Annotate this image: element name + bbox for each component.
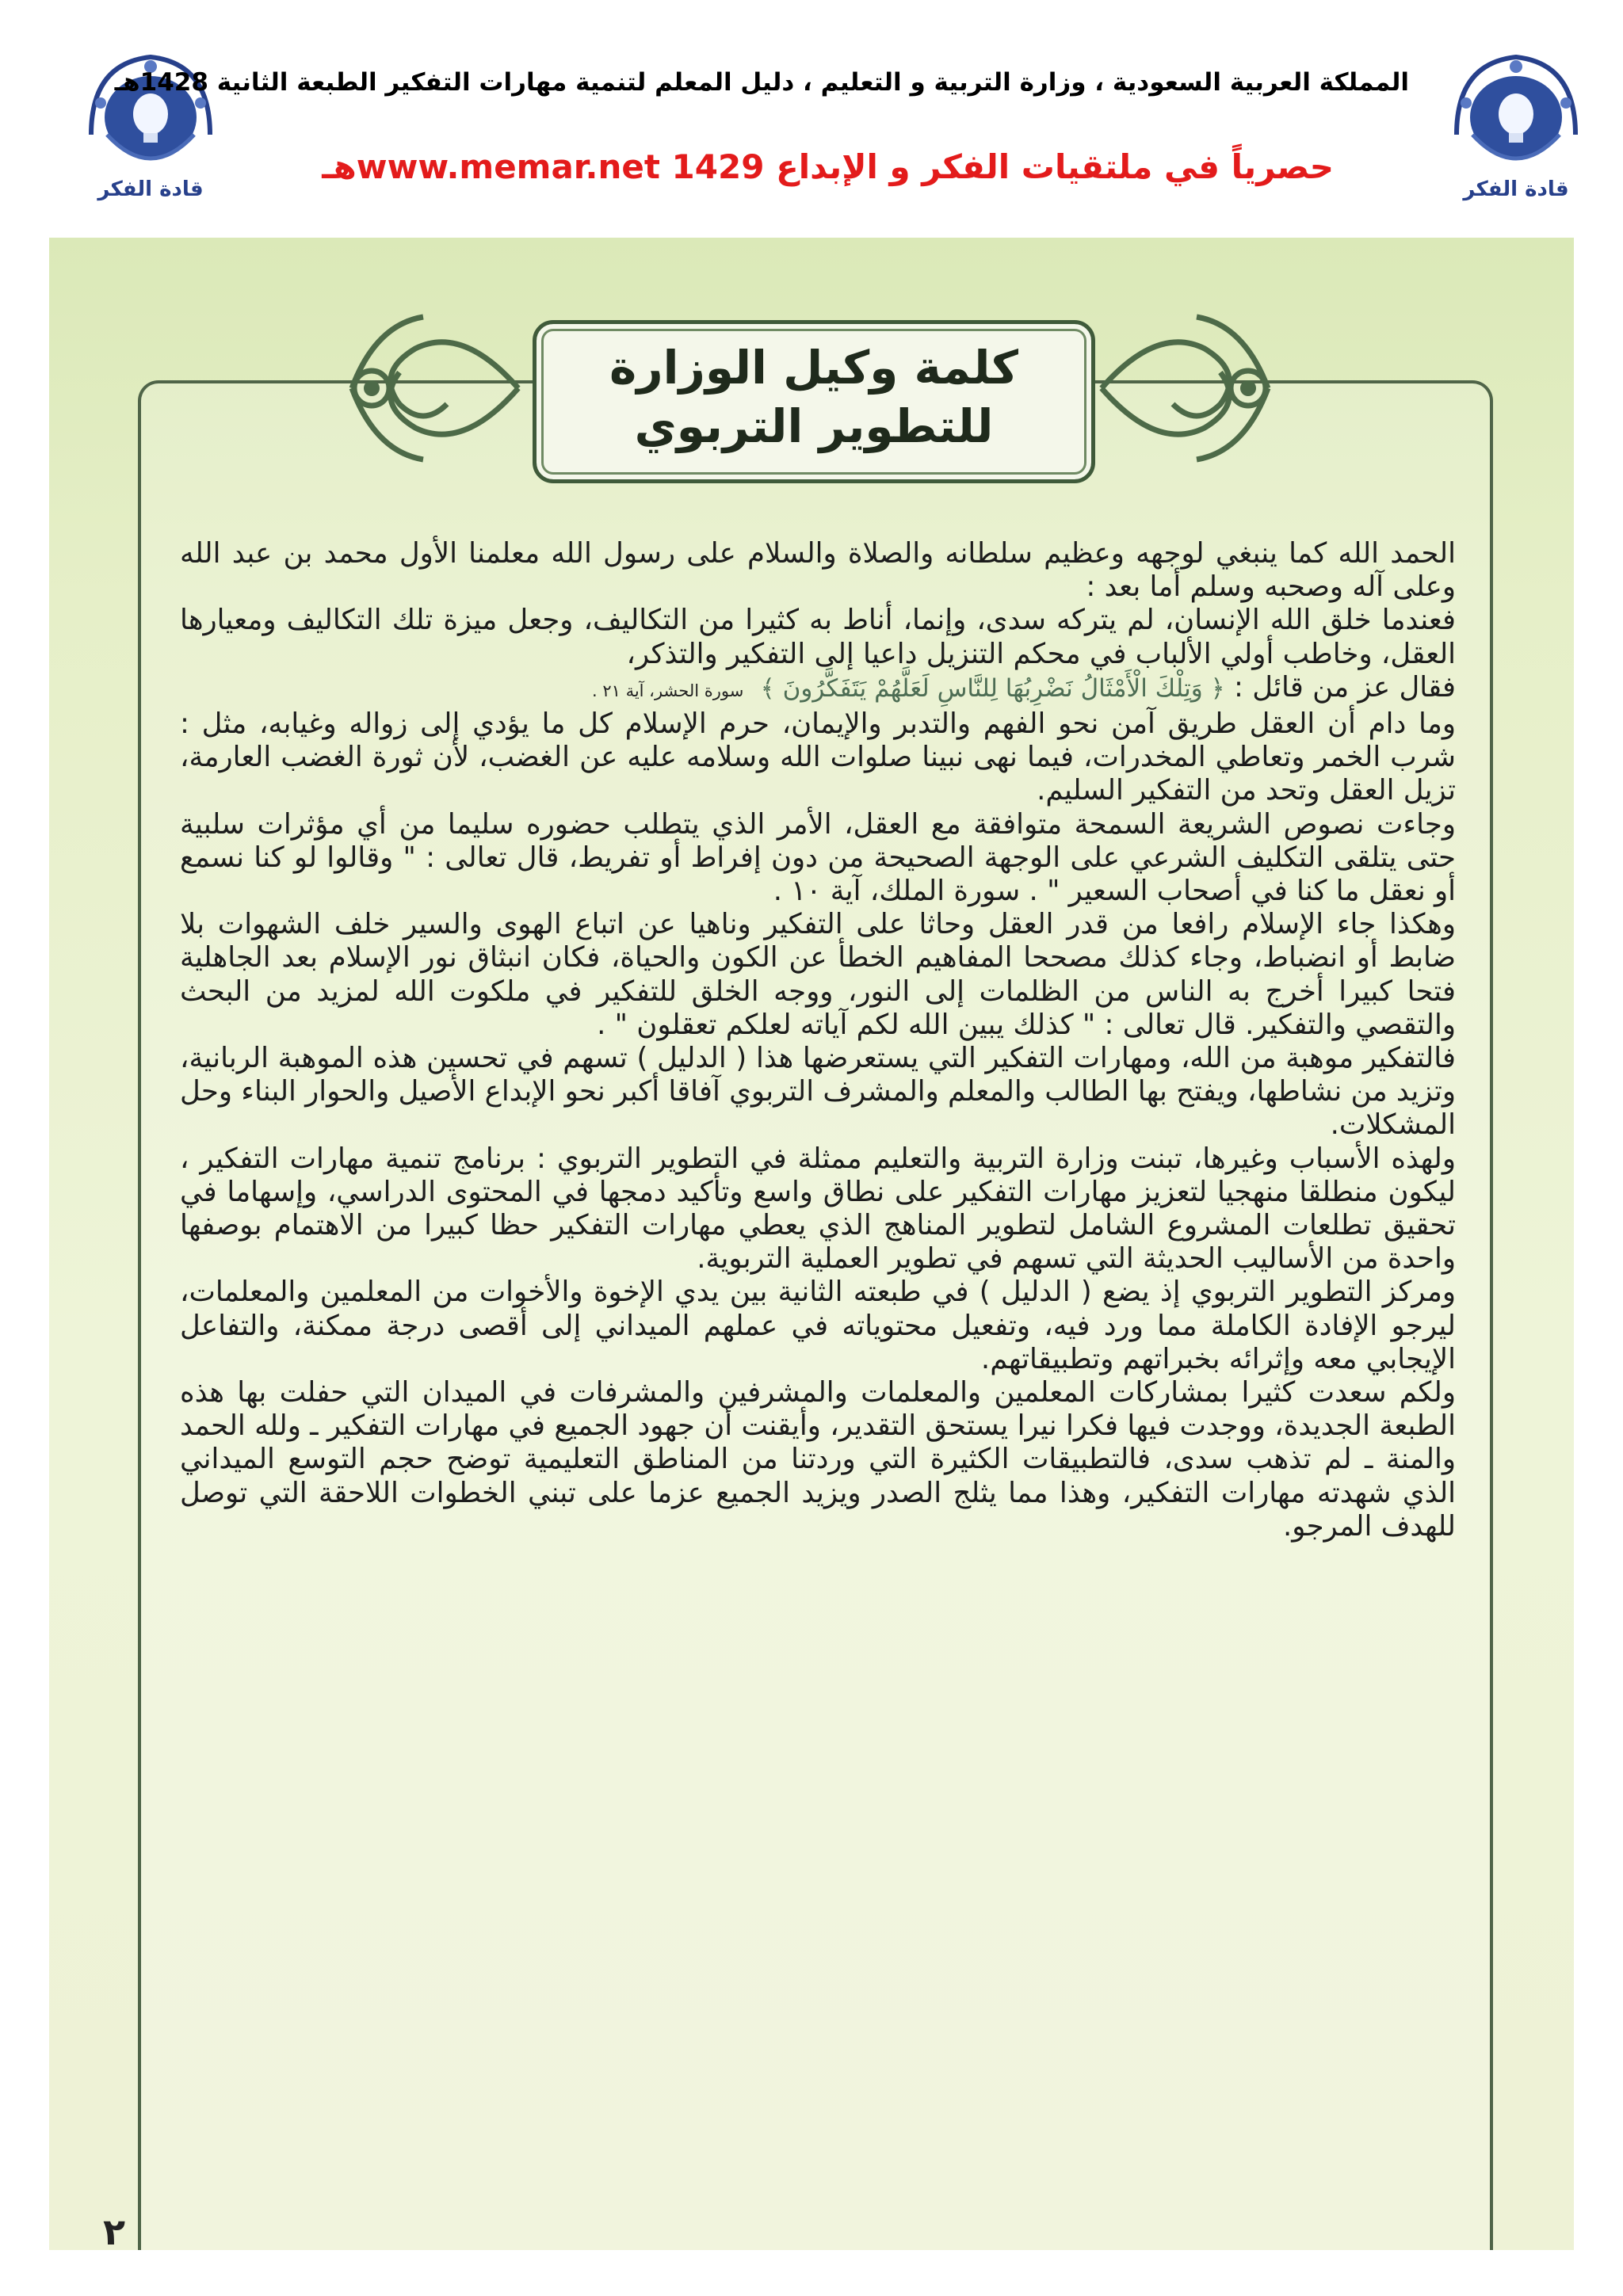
verse-line bbox=[180, 671, 1456, 707]
page-title bbox=[533, 320, 1095, 483]
paragraph: وهكذا جاء الإسلام رافعا من قدر العقل وحاثا على التفكير وناهيا عن اتباع الهوى والسير خلف الشهوات بلا ضابط أو انضباط، وجاء كذلك مصححا المفاهيم الخطأ عن الكون والحياة، فكان انبثاق نور الإسلام بعد الجاهلية فتحا كبيرا أخرج به الناس من الظلمات إلى النور، ووجه الخلق للتفكير في ملكوت الله لمزيد من البحث والتقصي والتفكير. قال تعالى : " كذلك يبين الله لكم آياته لعلكم تعقلون " . bbox=[180, 908, 1456, 1041]
paragraph: وجاءت نصوص الشريعة السمحة متوافقة مع العقل، الأمر الذي يتطلب حضوره سليما من أي مؤثرات سلبية حتى يتلقى التكليف الشرعي على الوجهة الصحيحة من دون إفراط أو تفريط، قال تعالى : " وقالوا لو كنا نسمع أو نعقل ما كنا في أصحاب السعير " . سورة الملك، آية ١٠ . bbox=[180, 807, 1456, 908]
paragraph: فالتفكير موهبة من الله، ومهارات التفكير التي يستعرضها هذا ( الدليل ) تسهم في تحسين هذه الموهبة الربانية، وتزيد من نشاطها، ويفتح بها الطالب والمعلم والمشرف التربوي آفاقا أكبر نحو الإبداع الأصيل والحوار البناء وحل المشكلات. bbox=[180, 1042, 1456, 1142]
title-line-2: للتطوير التربوي bbox=[634, 399, 994, 453]
title-line-1: كلمة وكيل الوزارة bbox=[609, 341, 1018, 395]
thinking-leaders-logo-right bbox=[1441, 48, 1591, 206]
page-number: ٢ bbox=[103, 2210, 126, 2250]
paragraph: ولكم سعدت كثيرا بمشاركات المعلمين والمعلمات والمشرفين والمشرفات في الميدان التي حفلت بها هذه الطبعة الجديدة، ووجدت فيها فكرا نيرا يستحق التقدير، وأيقنت أن جهود الجميع في مهارات التفكير ـ ولله الحمد والمنة ـ لم تذهب سدى، فالتطبيقات الكثيرة التي وردتنا من المناطق التعليمية توضح حجم التوسع الميداني الذي شهدته مهارات التفكير، وهذا مما يثلج الصدر ويزيد الجميع عزما على تبني الخطوات اللاحقة التي توصل للهدف المرجو. bbox=[180, 1376, 1456, 1543]
right-ornament-icon bbox=[1094, 293, 1292, 483]
paragraph: وما دام أن العقل طريق آمن نحو الفهم والتدبر والإيمان، حرم الإسلام كل ما يؤدي إلى زواله وغيابه، مثل : شرب الخمر وتعاطي المخدرات، فيما نهى نبينا صلوات الله وسلامه عليه عن الغضب، لأن ثورة الغضب العارمة، تزيل العقل وتحد من التفكير السليم. bbox=[180, 707, 1456, 807]
left-ornament-icon bbox=[328, 293, 526, 483]
website-banner: حصرياً في ملتقيات الفكر و الإبداع www.memar.net 1429هـ bbox=[322, 147, 1334, 186]
paragraph: الحمد الله كما ينبغي لوجهه وعظيم سلطانه والصلاة والسلام على رسول الله معلمنا الأول محمد بن عبد الله وعلى آله وصحبه وسلم أما بعد : bbox=[180, 537, 1456, 604]
paragraph: ومركز التطوير التربوي إذ يضع ( الدليل ) في طبعته الثانية بين يدي الإخوة والأخوات من المعلمين والمعلمات، ليرجو الإفادة الكاملة مما ورد فيه، وتفعيل محتوياته في عملهم الميداني إلى أقصى درجة ممكنة، والتفاعل الإيجابي معه وإثرائه بخبراتهم وتطبيقاتهم. bbox=[180, 1276, 1456, 1375]
logo-text: قادة الفكر bbox=[1463, 177, 1569, 201]
verse-reference: سورة الحشر، آية ٢١ . bbox=[591, 681, 744, 700]
logo-text: قادة الفكر bbox=[97, 177, 204, 201]
paragraph: فعندما خلق الله الإنسان، لم يتركه سدى، وإنما، أناط به كثيرا من التكاليف، وجعل ميزة تلك التكاليف ومعيارها العقل، وخاطب أولي الألباب في محكم التنزيل داعيا إلى التفكير والتذكر، bbox=[180, 604, 1456, 670]
body-text bbox=[180, 537, 1456, 1543]
paragraph: ولهذه الأسباب وغيرها، تبنت وزارة التربية والتعليم ممثلة في التطوير التربوي : برنامج تنمية مهارات التفكير ، ليكون منطلقا منهجيا لتعزيز مهارات التفكير على نطاق واسع وتأكيد دمجها في المحتوى الدراسي، وإسهاما في تحقيق تطلعات المشروع الشامل لتطوير المناهج الذي يعطي مهارات التفكير حظا كبيرا من الاهتمام بوصفها واحدة من الأساليب الحديثة التي تسهم في تطوير العملية التربوية. bbox=[180, 1142, 1456, 1276]
quran-verse: ﴿ وَتِلْكَ الْأَمْثَالُ نَضْرِبُهَا لِلنَّاسِ لَعَلَّهُمْ يَتَفَكَّرُونَ ﴾ bbox=[760, 673, 1225, 703]
document-source-header: المملكة العربية السعودية ، وزارة التربية و التعليم ، دليل المعلم لتنمية مهارات التفكير الطبعة الثانية 1428هـ bbox=[114, 68, 1409, 97]
verse-intro: فقال عز من قائل : bbox=[1234, 670, 1456, 704]
scanned-page bbox=[49, 238, 1574, 2250]
